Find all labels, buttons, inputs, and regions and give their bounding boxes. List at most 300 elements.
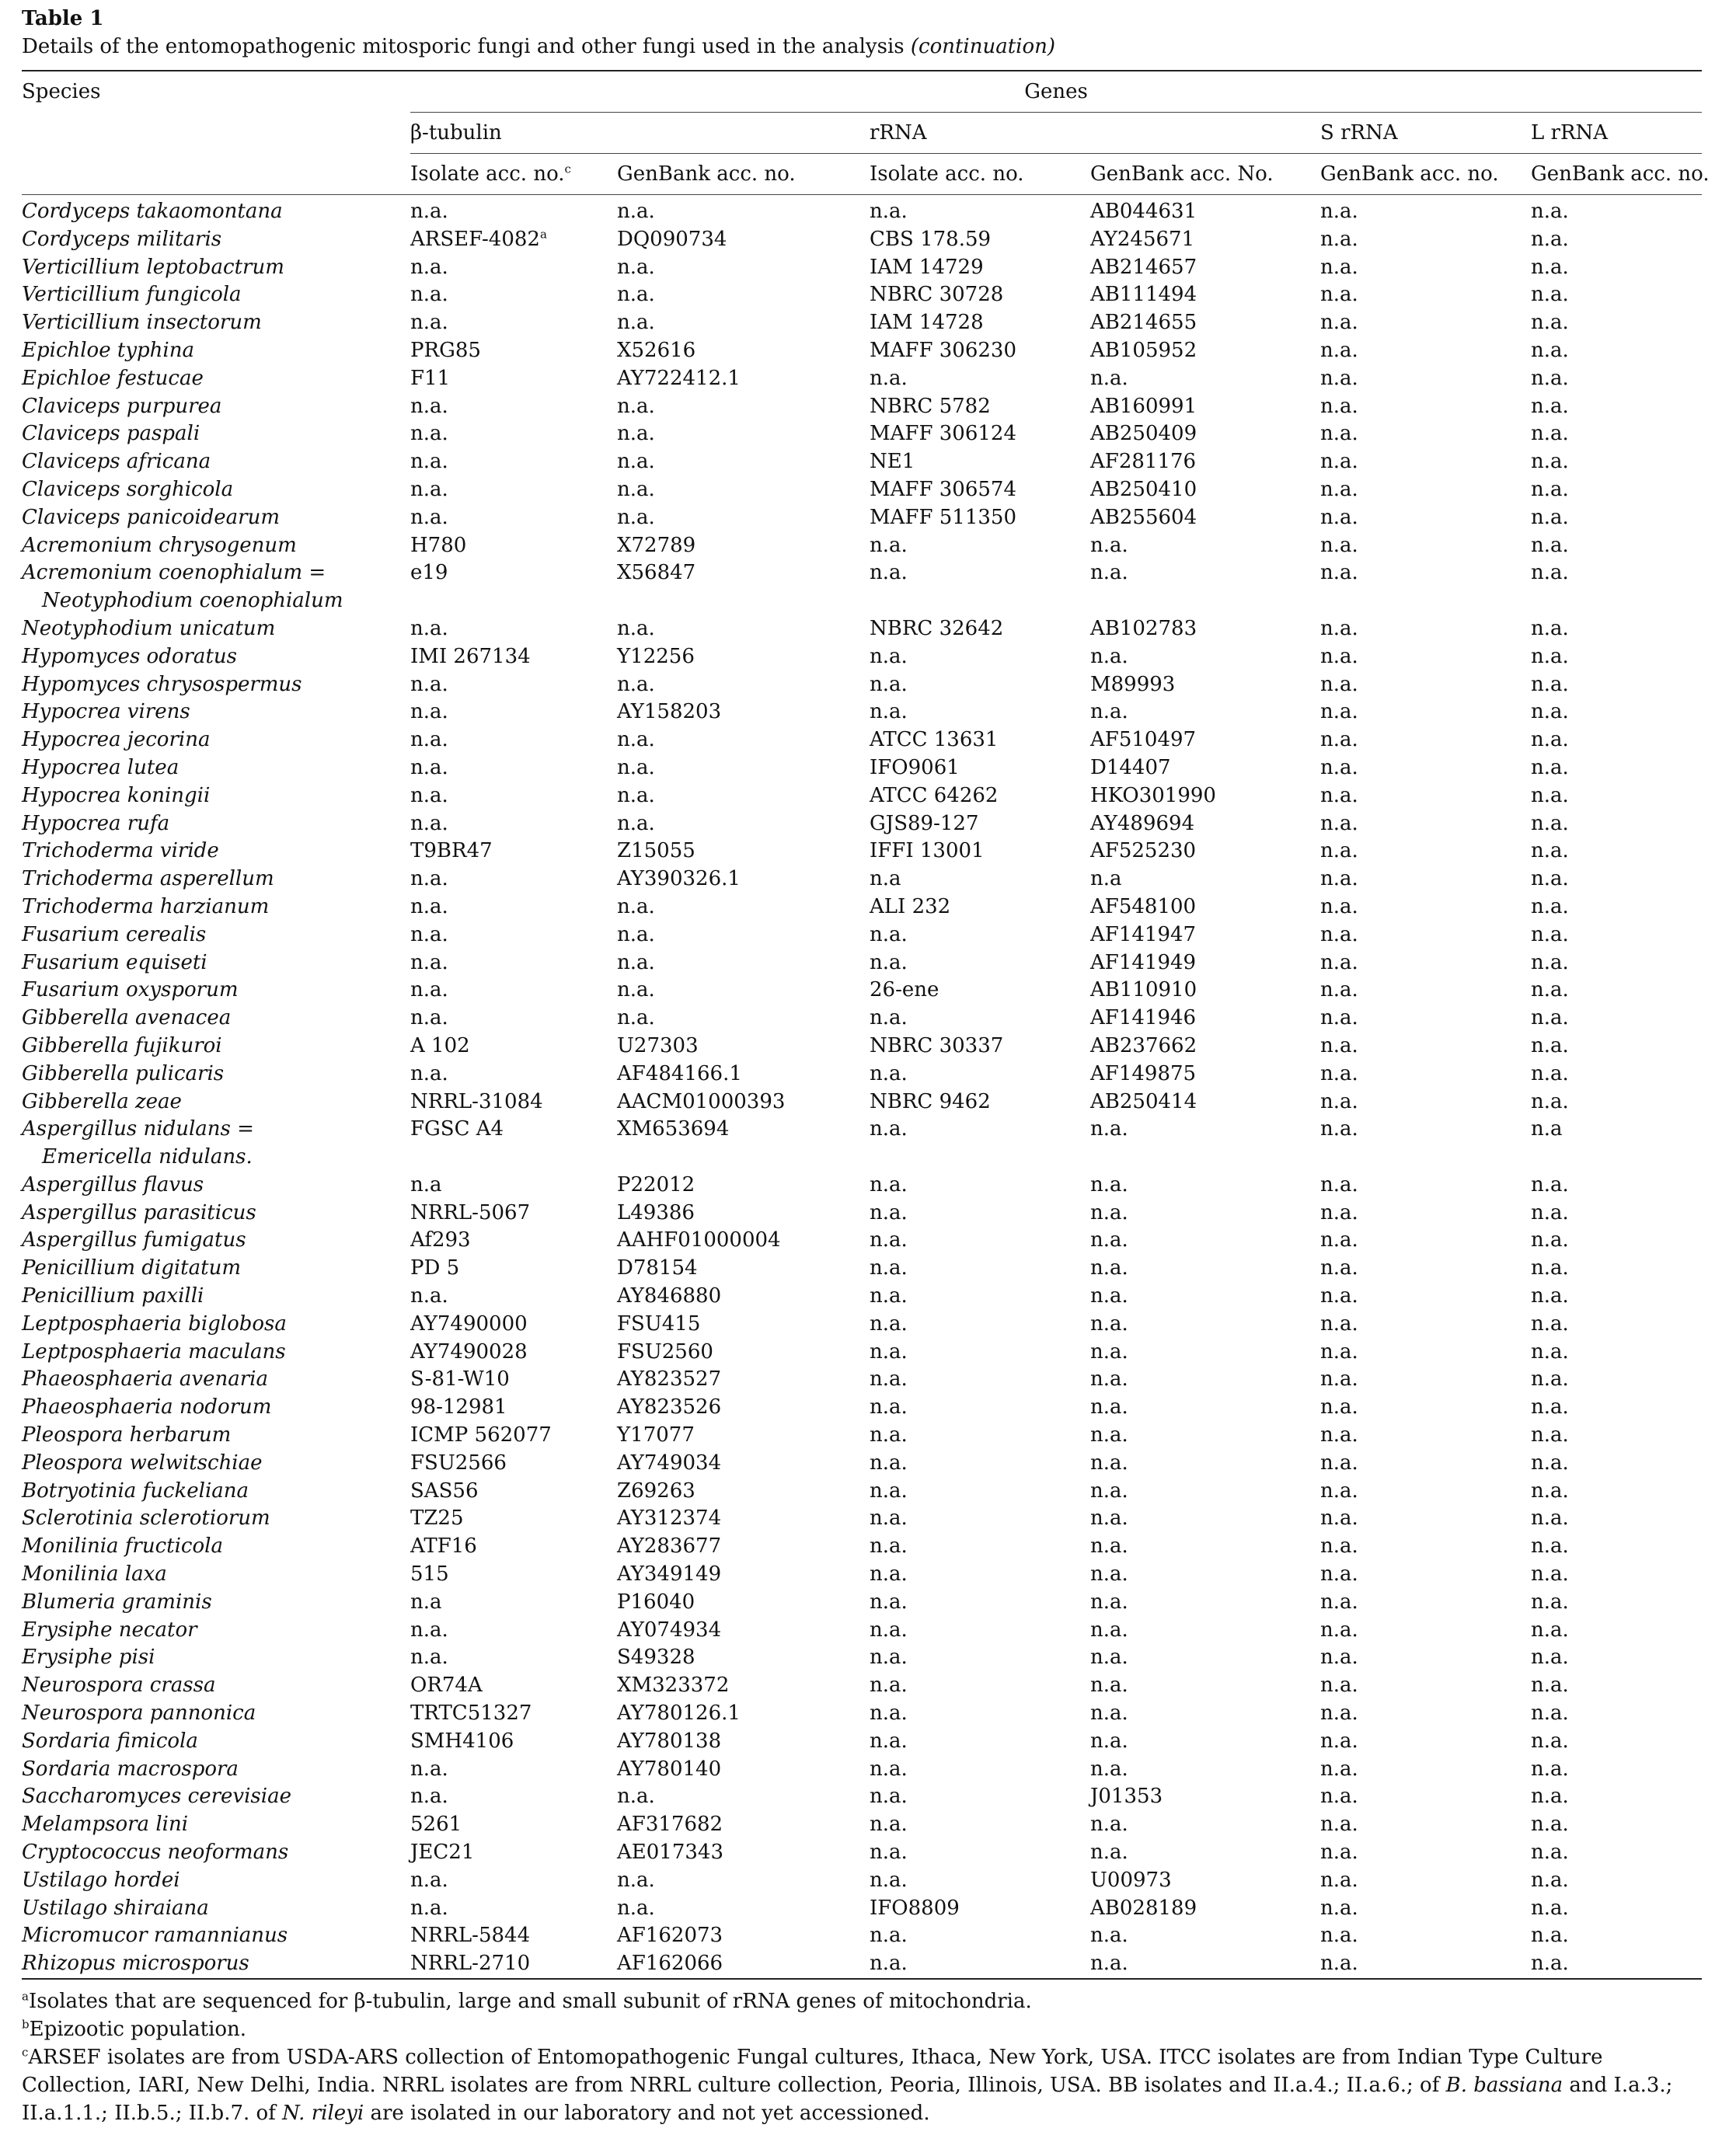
cell-species: Trichoderma harzianum bbox=[22, 894, 270, 918]
cell-bt-isolate: n.a. bbox=[410, 1868, 448, 1892]
cell-l-rrna: n.a. bbox=[1531, 950, 1569, 974]
cell-rrna-genbank: HKO301990 bbox=[1090, 783, 1216, 807]
cell-l-rrna: n.a. bbox=[1531, 1311, 1569, 1336]
header-genbank-acc-rrna: GenBank acc. No. bbox=[1090, 162, 1274, 186]
cell-bt-isolate: n.a. bbox=[410, 1785, 448, 1809]
cell-bt-genbank: Y17077 bbox=[617, 1423, 695, 1447]
cell-bt-genbank: Z15055 bbox=[617, 839, 695, 863]
cell-rrna-genbank: AB160991 bbox=[1090, 394, 1197, 418]
cell-species: Hypocrea jecorina bbox=[22, 728, 211, 752]
table-row bbox=[22, 866, 1702, 893]
cell-bt-isolate: SMH4106 bbox=[410, 1729, 514, 1753]
table-row bbox=[22, 754, 1702, 782]
caption-continuation: (continuation) bbox=[910, 35, 1056, 58]
cell-s-rrna: n.a. bbox=[1320, 1117, 1358, 1141]
caption-text: Details of the entomopathogenic mitosporic fungi and other fungi used in the analysis bbox=[22, 35, 905, 58]
cell-bt-genbank: AF162073 bbox=[617, 1924, 723, 1948]
cell-rrna-genbank: n.a. bbox=[1090, 644, 1128, 668]
cell-l-rrna: n.a. bbox=[1531, 616, 1569, 640]
cell-rrna-genbank: n.a. bbox=[1090, 1618, 1128, 1642]
cell-bt-isolate: n.a. bbox=[410, 922, 448, 946]
cell-species: Erysiphe necator bbox=[22, 1618, 197, 1642]
cell-bt-genbank: FSU2560 bbox=[617, 1339, 713, 1364]
cell-rrna-genbank: n.a. bbox=[1090, 1451, 1128, 1475]
cell-l-rrna: n.a. bbox=[1531, 1896, 1569, 1920]
cell-bt-isolate: n.a. bbox=[410, 950, 448, 974]
cell-rrna-genbank: n.a. bbox=[1090, 1479, 1128, 1503]
table-row bbox=[22, 1839, 1702, 1867]
cell-rrna-genbank: D14407 bbox=[1090, 755, 1171, 779]
cell-l-rrna: n.a. bbox=[1531, 1479, 1569, 1503]
table-row bbox=[22, 365, 1702, 393]
cell-species: Blumeria graminis bbox=[22, 1590, 212, 1614]
cell-species: Monilinia laxa bbox=[22, 1562, 167, 1587]
cell-rrna-genbank: n.a. bbox=[1090, 1339, 1128, 1364]
cell-bt-genbank: AY823526 bbox=[617, 1395, 722, 1419]
cell-rrna-isolate: n.a. bbox=[870, 1674, 908, 1698]
cell-rrna-genbank: AB110910 bbox=[1090, 978, 1197, 1002]
cell-l-rrna: n.a. bbox=[1531, 1534, 1569, 1559]
table-row bbox=[22, 559, 1702, 615]
cell-s-rrna: n.a. bbox=[1320, 1256, 1358, 1280]
cell-bt-genbank: AY349149 bbox=[617, 1562, 722, 1587]
cell-rrna-isolate: n.a. bbox=[870, 1339, 908, 1364]
cell-rrna-isolate: n.a. bbox=[870, 1841, 908, 1865]
cell-s-rrna: n.a. bbox=[1320, 700, 1358, 724]
table-row bbox=[22, 1895, 1702, 1923]
cell-s-rrna: n.a. bbox=[1320, 1172, 1358, 1196]
table-row bbox=[22, 1756, 1702, 1784]
cell-l-rrna: n.a. bbox=[1531, 477, 1569, 501]
cell-rrna-genbank: AF281176 bbox=[1090, 450, 1197, 474]
cell-rrna-genbank: n.a. bbox=[1090, 1952, 1128, 1976]
cell-bt-genbank: n.a. bbox=[617, 1896, 655, 1920]
cell-bt-genbank: XM323372 bbox=[617, 1674, 730, 1698]
table-header bbox=[22, 71, 1710, 195]
cell-bt-genbank: DQ090734 bbox=[617, 227, 727, 251]
cell-s-rrna: n.a. bbox=[1320, 894, 1358, 918]
cell-s-rrna: n.a. bbox=[1320, 1590, 1358, 1614]
table-row bbox=[22, 1561, 1702, 1589]
cell-rrna-isolate: n.a. bbox=[870, 561, 908, 585]
cell-bt-genbank: Y12256 bbox=[617, 644, 695, 668]
cell-l-rrna: n.a. bbox=[1531, 1172, 1569, 1196]
table-row bbox=[22, 1700, 1702, 1728]
cell-s-rrna: n.a. bbox=[1320, 338, 1358, 362]
cell-bt-isolate: n.a. bbox=[410, 255, 448, 279]
cell-bt-isolate: n.a. bbox=[410, 505, 448, 529]
cell-s-rrna: n.a. bbox=[1320, 394, 1358, 418]
cell-bt-isolate: PRG85 bbox=[410, 338, 481, 362]
cell-bt-genbank: U27303 bbox=[617, 1033, 699, 1057]
cell-species: Sordaria fimicola bbox=[22, 1729, 198, 1753]
cell-rrna-genbank: n.a. bbox=[1090, 1841, 1128, 1865]
cell-s-rrna: n.a. bbox=[1320, 1896, 1358, 1920]
cell-rrna-genbank: n.a. bbox=[1090, 561, 1128, 585]
cell-bt-isolate: TZ25 bbox=[410, 1506, 464, 1531]
header-beta-tubulin: β-tubulin bbox=[410, 121, 502, 145]
cell-bt-genbank: P22012 bbox=[617, 1172, 695, 1196]
cell-species: Phaeosphaeria avenaria bbox=[22, 1367, 268, 1391]
cell-rrna-genbank: n.a. bbox=[1090, 1395, 1128, 1419]
table-row bbox=[22, 1366, 1702, 1394]
cell-rrna-genbank: AB214657 bbox=[1090, 255, 1197, 279]
cell-bt-isolate: n.a. bbox=[410, 978, 448, 1002]
cell-s-rrna: n.a. bbox=[1320, 672, 1358, 696]
cell-rrna-genbank: n.a. bbox=[1090, 1311, 1128, 1336]
cell-l-rrna: n.a. bbox=[1531, 644, 1569, 668]
cell-bt-isolate: n.a. bbox=[410, 700, 448, 724]
cell-species: Gibberella fujikuroi bbox=[22, 1033, 222, 1057]
cell-rrna-isolate: GJS89-127 bbox=[870, 811, 979, 835]
cell-species: Penicillium digitatum bbox=[22, 1256, 241, 1280]
cell-rrna-isolate: n.a. bbox=[870, 533, 908, 557]
table-row bbox=[22, 1255, 1702, 1283]
cell-l-rrna: n.a. bbox=[1531, 1590, 1569, 1614]
cell-species: Neurospora crassa bbox=[22, 1674, 216, 1698]
cell-bt-genbank: n.a. bbox=[617, 978, 655, 1002]
cell-rrna-isolate: MAFF 306574 bbox=[870, 477, 1016, 501]
cell-rrna-genbank: n.a. bbox=[1090, 1924, 1128, 1948]
cell-s-rrna: n.a. bbox=[1320, 1339, 1358, 1364]
cell-bt-isolate: F11 bbox=[410, 366, 451, 390]
cell-rrna-isolate: n.a. bbox=[870, 1757, 908, 1781]
cell-bt-isolate: n.a. bbox=[410, 811, 448, 835]
cell-s-rrna: n.a. bbox=[1320, 561, 1358, 585]
header-isolate-acc-rrna: Isolate acc. no. bbox=[870, 162, 1024, 186]
cell-species: Erysiphe pisi bbox=[22, 1646, 155, 1670]
cell-bt-isolate: NRRL-5067 bbox=[410, 1200, 531, 1224]
table-row bbox=[22, 476, 1702, 504]
cell-rrna-isolate: n.a. bbox=[870, 1813, 908, 1837]
table-row bbox=[22, 1283, 1702, 1311]
cell-rrna-isolate: n.a. bbox=[870, 1228, 908, 1252]
cell-bt-genbank: n.a. bbox=[617, 811, 655, 835]
cell-species: Penicillium paxilli bbox=[22, 1284, 204, 1308]
cell-rrna-isolate: n.a. bbox=[870, 1785, 908, 1809]
cell-l-rrna: n.a. bbox=[1531, 283, 1569, 307]
cell-bt-genbank: Z69263 bbox=[617, 1479, 695, 1503]
cell-s-rrna: n.a. bbox=[1320, 783, 1358, 807]
cell-bt-genbank: n.a. bbox=[617, 422, 655, 446]
cell-rrna-isolate: n.a. bbox=[870, 950, 908, 974]
cell-species: Micromucor ramannianus bbox=[22, 1924, 288, 1948]
cell-rrna-genbank: AB250414 bbox=[1090, 1089, 1197, 1113]
cell-l-rrna: n.a. bbox=[1531, 255, 1569, 279]
cell-rrna-genbank: AF141947 bbox=[1090, 922, 1197, 946]
table-row bbox=[22, 1728, 1702, 1756]
cell-species: Melampsora lini bbox=[22, 1813, 189, 1837]
cell-l-rrna: n.a. bbox=[1531, 1924, 1569, 1948]
table-row bbox=[22, 1394, 1702, 1422]
cell-l-rrna: n.a. bbox=[1531, 1841, 1569, 1865]
cell-rrna-genbank: AB237662 bbox=[1090, 1033, 1197, 1057]
cell-s-rrna: n.a. bbox=[1320, 867, 1358, 891]
cell-rrna-genbank: n.a. bbox=[1090, 1813, 1128, 1837]
cell-rrna-isolate: MAFF 306124 bbox=[870, 422, 1016, 446]
cell-species: Cordyceps takaomontana bbox=[22, 200, 283, 223]
cell-bt-isolate: n.a bbox=[410, 1590, 442, 1614]
cell-bt-genbank: n.a. bbox=[617, 922, 655, 946]
cell-rrna-isolate: IAM 14729 bbox=[870, 255, 984, 279]
table-row bbox=[22, 195, 1702, 226]
table-row bbox=[22, 1339, 1702, 1367]
cell-l-rrna: n.a. bbox=[1531, 1339, 1569, 1364]
cell-bt-genbank: n.a. bbox=[617, 477, 655, 501]
cell-bt-isolate: FGSC A4 bbox=[410, 1117, 504, 1141]
cell-rrna-genbank: n.a. bbox=[1090, 1646, 1128, 1670]
cell-s-rrna: n.a. bbox=[1320, 1284, 1358, 1308]
cell-rrna-genbank: n.a. bbox=[1090, 1562, 1128, 1587]
cell-s-rrna: n.a. bbox=[1320, 1228, 1358, 1252]
cell-l-rrna: n.a. bbox=[1531, 561, 1569, 585]
cell-species: Aspergillus nidulans = Emericella nidulans. bbox=[22, 1117, 254, 1169]
cell-bt-genbank: AY780138 bbox=[617, 1729, 722, 1753]
cell-rrna-genbank: AB255604 bbox=[1090, 505, 1197, 529]
cell-l-rrna: n.a. bbox=[1531, 1813, 1569, 1837]
cell-rrna-genbank: n.a. bbox=[1090, 1423, 1128, 1447]
header-isolate-acc: Isolate acc. no.$^c$ bbox=[410, 162, 571, 186]
cell-rrna-genbank: AB250410 bbox=[1090, 477, 1197, 501]
cell-s-rrna: n.a. bbox=[1320, 1646, 1358, 1670]
cell-rrna-genbank: n.a. bbox=[1090, 1284, 1128, 1308]
cell-rrna-genbank: n.a bbox=[1090, 867, 1122, 891]
table-row bbox=[22, 1200, 1702, 1228]
cell-rrna-isolate: n.a. bbox=[870, 1952, 908, 1976]
cell-l-rrna: n.a. bbox=[1531, 1785, 1569, 1809]
table-row bbox=[22, 977, 1702, 1005]
cell-species: Sclerotinia sclerotiorum bbox=[22, 1506, 270, 1531]
cell-s-rrna: n.a. bbox=[1320, 922, 1358, 946]
cell-rrna-isolate: n.a. bbox=[870, 1534, 908, 1559]
cell-species: Fusarium equiseti bbox=[22, 950, 207, 974]
cell-bt-genbank: n.a. bbox=[617, 616, 655, 640]
cell-bt-genbank: P16040 bbox=[617, 1590, 695, 1614]
cell-rrna-genbank: AY489694 bbox=[1090, 811, 1195, 835]
cell-bt-isolate: PD 5 bbox=[410, 1256, 460, 1280]
cell-l-rrna: n.a. bbox=[1531, 672, 1569, 696]
cell-bt-isolate: FSU2566 bbox=[410, 1451, 507, 1475]
cell-bt-isolate: n.a. bbox=[410, 616, 448, 640]
cell-s-rrna: n.a. bbox=[1320, 755, 1358, 779]
cell-species: Epichloe typhina bbox=[22, 338, 194, 362]
table-row bbox=[22, 698, 1702, 726]
cell-l-rrna: n.a. bbox=[1531, 1061, 1569, 1085]
cell-species: Hypomyces odoratus bbox=[22, 644, 237, 668]
cell-bt-genbank: n.a. bbox=[617, 783, 655, 807]
cell-l-rrna: n.a. bbox=[1531, 1674, 1569, 1698]
cell-bt-isolate: OR74A bbox=[410, 1674, 483, 1698]
cell-l-rrna: n.a. bbox=[1531, 366, 1569, 390]
cell-rrna-genbank: n.a. bbox=[1090, 700, 1128, 724]
cell-bt-isolate: ARSEF-4082$^a$ bbox=[410, 227, 547, 251]
cell-s-rrna: n.a. bbox=[1320, 477, 1358, 501]
cell-bt-isolate: NRRL-2710 bbox=[410, 1952, 531, 1976]
cell-species: Verticillium insectorum bbox=[22, 311, 262, 335]
cell-bt-genbank: AY158203 bbox=[617, 700, 722, 724]
cell-s-rrna: n.a. bbox=[1320, 1479, 1358, 1503]
cell-bt-isolate: n.a. bbox=[410, 1618, 448, 1642]
cell-species: Rhizopus microsporus bbox=[22, 1952, 249, 1976]
table-row bbox=[22, 532, 1702, 560]
cell-rrna-genbank: n.a. bbox=[1090, 1200, 1128, 1224]
cell-species: Fusarium cerealis bbox=[22, 922, 207, 946]
cell-l-rrna: n.a bbox=[1531, 1117, 1563, 1141]
table-row bbox=[22, 1922, 1702, 1950]
cell-bt-genbank: n.a. bbox=[617, 1785, 655, 1809]
cell-bt-isolate: n.a. bbox=[410, 450, 448, 474]
cell-s-rrna: n.a. bbox=[1320, 1813, 1358, 1837]
cell-bt-isolate: n.a. bbox=[410, 477, 448, 501]
cell-l-rrna: n.a. bbox=[1531, 1646, 1569, 1670]
cell-s-rrna: n.a. bbox=[1320, 311, 1358, 335]
cell-rrna-isolate: MAFF 306230 bbox=[870, 338, 1016, 362]
cell-species: Gibberella zeae bbox=[22, 1089, 182, 1113]
cell-bt-isolate: n.a. bbox=[410, 311, 448, 335]
cell-species: Cordyceps militaris bbox=[22, 227, 222, 251]
cell-rrna-genbank: M89993 bbox=[1090, 672, 1176, 696]
table-row bbox=[22, 1811, 1702, 1839]
cell-rrna-isolate: n.a. bbox=[870, 1868, 908, 1892]
cell-bt-genbank: X56847 bbox=[617, 561, 696, 585]
cell-rrna-genbank: AB028189 bbox=[1090, 1896, 1197, 1920]
table-row bbox=[22, 309, 1702, 337]
cell-s-rrna: n.a. bbox=[1320, 1952, 1358, 1976]
cell-s-rrna: n.a. bbox=[1320, 1033, 1358, 1057]
cell-bt-genbank: AF484166.1 bbox=[617, 1061, 742, 1085]
cell-species: Aspergillus parasiticus bbox=[22, 1200, 256, 1224]
cell-rrna-isolate: ATCC 13631 bbox=[870, 728, 999, 752]
table-row bbox=[22, 281, 1702, 309]
cell-rrna-isolate: n.a. bbox=[870, 1172, 908, 1196]
cell-rrna-isolate: n.a. bbox=[870, 700, 908, 724]
cell-s-rrna: n.a. bbox=[1320, 255, 1358, 279]
cell-species: Hypocrea rufa bbox=[22, 811, 170, 835]
cell-rrna-isolate: n.a. bbox=[870, 1200, 908, 1224]
cell-l-rrna: n.a. bbox=[1531, 700, 1569, 724]
cell-rrna-genbank: AB111494 bbox=[1090, 283, 1197, 307]
cell-rrna-isolate: n.a. bbox=[870, 1284, 908, 1308]
cell-rrna-genbank: n.a. bbox=[1090, 1367, 1128, 1391]
cell-s-rrna: n.a. bbox=[1320, 978, 1358, 1002]
cell-bt-isolate: n.a. bbox=[410, 728, 448, 752]
cell-bt-isolate: n.a. bbox=[410, 1061, 448, 1085]
cell-species: Ustilago shiraiana bbox=[22, 1896, 209, 1920]
cell-bt-genbank: AY846880 bbox=[617, 1284, 722, 1308]
cell-species: Pleospora herbarum bbox=[22, 1423, 232, 1447]
table-row bbox=[22, 226, 1702, 254]
cell-s-rrna: n.a. bbox=[1320, 1423, 1358, 1447]
cell-bt-genbank: AY312374 bbox=[617, 1506, 722, 1531]
cell-species: Hypocrea virens bbox=[22, 700, 190, 724]
cell-rrna-genbank: AB214655 bbox=[1090, 311, 1197, 335]
cell-bt-genbank: XM653694 bbox=[617, 1117, 730, 1141]
cell-rrna-isolate: n.a. bbox=[870, 1646, 908, 1670]
cell-rrna-genbank: AF141946 bbox=[1090, 1006, 1197, 1030]
cell-l-rrna: n.a. bbox=[1531, 1868, 1569, 1892]
table-row bbox=[22, 1450, 1702, 1478]
cell-bt-genbank: n.a. bbox=[617, 755, 655, 779]
cell-l-rrna: n.a. bbox=[1531, 1952, 1569, 1976]
cell-s-rrna: n.a. bbox=[1320, 1451, 1358, 1475]
cell-rrna-isolate: NBRC 30728 bbox=[870, 283, 1004, 307]
cell-l-rrna: n.a. bbox=[1531, 311, 1569, 335]
cell-rrna-isolate: n.a. bbox=[870, 1729, 908, 1753]
cell-l-rrna: n.a. bbox=[1531, 978, 1569, 1002]
cell-bt-genbank: AF317682 bbox=[617, 1813, 723, 1837]
cell-species: Neurospora pannonica bbox=[22, 1701, 256, 1726]
cell-s-rrna: n.a. bbox=[1320, 1061, 1358, 1085]
cell-l-rrna: n.a. bbox=[1531, 450, 1569, 474]
cell-bt-genbank: S49328 bbox=[617, 1646, 695, 1670]
table-row bbox=[22, 671, 1702, 699]
header-genbank-acc: GenBank acc. no. bbox=[617, 162, 796, 186]
table-row bbox=[22, 1116, 1702, 1172]
cell-bt-isolate: Af293 bbox=[410, 1228, 471, 1252]
cell-rrna-isolate: n.a. bbox=[870, 644, 908, 668]
cell-rrna-isolate: IAM 14728 bbox=[870, 311, 984, 335]
cell-l-rrna: n.a. bbox=[1531, 200, 1569, 223]
table-row bbox=[22, 1589, 1702, 1617]
cell-bt-genbank: AY283677 bbox=[617, 1534, 722, 1559]
cell-bt-isolate: NRRL-5844 bbox=[410, 1924, 531, 1948]
table-row bbox=[22, 393, 1702, 421]
cell-species: Botryotinia fuckeliana bbox=[22, 1479, 249, 1503]
cell-bt-isolate: n.a. bbox=[410, 1757, 448, 1781]
cell-species: Gibberella pulicaris bbox=[22, 1061, 225, 1085]
table-row bbox=[22, 1478, 1702, 1506]
cell-rrna-isolate: CBS 178.59 bbox=[870, 227, 992, 251]
cell-rrna-genbank: AB250409 bbox=[1090, 422, 1197, 446]
cell-l-rrna: n.a. bbox=[1531, 1423, 1569, 1447]
cell-s-rrna: n.a. bbox=[1320, 1562, 1358, 1587]
table-row bbox=[22, 893, 1702, 921]
cell-bt-genbank: X72789 bbox=[617, 533, 696, 557]
table-row bbox=[22, 1950, 1702, 1978]
cell-bt-genbank: n.a. bbox=[617, 1868, 655, 1892]
table-label: Table 1 bbox=[22, 7, 104, 30]
cell-l-rrna: n.a. bbox=[1531, 1367, 1569, 1391]
cell-s-rrna: n.a. bbox=[1320, 1785, 1358, 1809]
table-row bbox=[22, 1005, 1702, 1033]
cell-l-rrna: n.a. bbox=[1531, 1033, 1569, 1057]
cell-bt-genbank: n.a. bbox=[617, 255, 655, 279]
table-row bbox=[22, 615, 1702, 643]
cell-bt-isolate: n.a. bbox=[410, 1896, 448, 1920]
cell-s-rrna: n.a. bbox=[1320, 1618, 1358, 1642]
table-caption bbox=[22, 33, 1702, 61]
cell-l-rrna: n.a. bbox=[1531, 867, 1569, 891]
cell-rrna-isolate: IFFI 13001 bbox=[870, 839, 985, 863]
cell-rrna-genbank: AF149875 bbox=[1090, 1061, 1197, 1085]
table-row bbox=[22, 782, 1702, 810]
cell-rrna-genbank: n.a. bbox=[1090, 533, 1128, 557]
cell-rrna-isolate: n.a. bbox=[870, 1701, 908, 1726]
cell-bt-genbank: AAHF01000004 bbox=[617, 1228, 781, 1252]
cell-bt-isolate: n.a. bbox=[410, 894, 448, 918]
cell-rrna-isolate: NBRC 9462 bbox=[870, 1089, 991, 1113]
cell-bt-isolate: 98-12981 bbox=[410, 1395, 507, 1419]
table-row bbox=[22, 838, 1702, 866]
cell-l-rrna: n.a. bbox=[1531, 922, 1569, 946]
cell-rrna-genbank: n.a. bbox=[1090, 1757, 1128, 1781]
cell-l-rrna: n.a. bbox=[1531, 1089, 1569, 1113]
cell-bt-isolate: ICMP 562077 bbox=[410, 1423, 552, 1447]
cell-bt-isolate: n.a. bbox=[410, 283, 448, 307]
header-rrna: rRNA bbox=[870, 121, 927, 145]
cell-rrna-isolate: MAFF 511350 bbox=[870, 505, 1016, 529]
cell-species: Acremonium chrysogenum bbox=[22, 533, 297, 557]
